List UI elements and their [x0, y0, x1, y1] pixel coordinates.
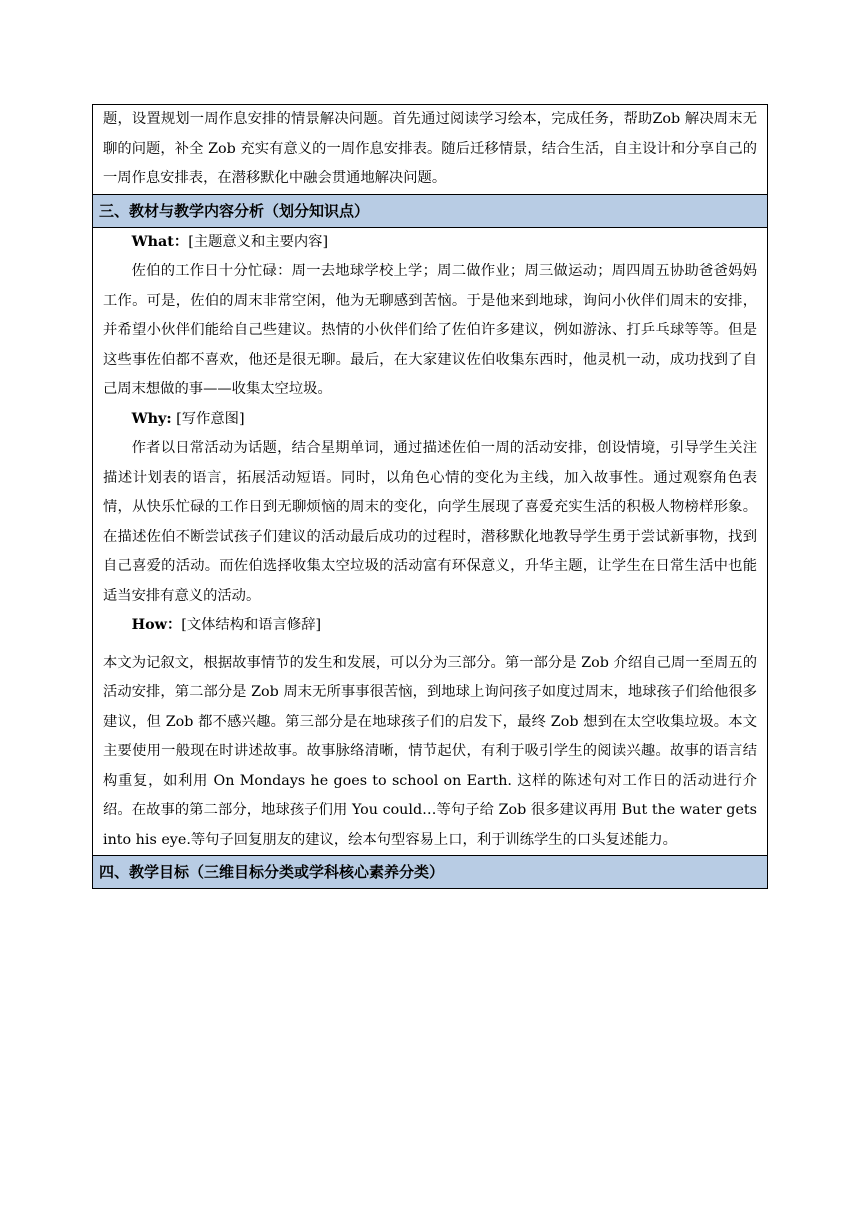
what-label: What：: [131, 233, 189, 250]
section3-header-row: [93, 194, 768, 227]
how-heading: [103, 611, 757, 641]
why-tag: [写作意图]: [171, 410, 245, 427]
section2-continuation-cell: [93, 105, 768, 195]
lesson-plan-table: [92, 104, 768, 889]
section2-tail-paragraph: 题，设置规划一周作息安排的情景解决问题。首先通过阅读学习绘本，完成任务，帮助Zob 解决周末无聊的问题，补全 Zob 充实有意义的一周作息安排表。随后迁移情景，结合生活，自主设计和分享自己的一周作息安排表，在潜移默化中融会贯通地解决问题。: [103, 111, 757, 186]
how-paragraph: 本文为记叙文，根据故事情节的发生和发展，可以分为三部分。第一部分是 Zob 介绍自己周一至周五的活动安排，第二部分是 Zob 周末无所事事很苦恼，到地球上询问孩子如度过周末，地球孩子们给他很多建议，但 Zob 都不感兴趣。第三部分是在地球孩子们的启发下，最终 Zob 想到在太空收集垃圾。本文主要使用一般现在时讲述故事。故事脉络清晰，情节起伏，有利于吸引学生的阅读兴趣。故事的语言结构重复，如利用 On Mondays he goes to school on Earth. 这样的陈述句对工作日的活动进行介绍。在故事的第二部分，地球孩子们用 You could…等句子给 Zob 很多建议再用 But the water gets into his eye.等句子回复朋友的建议，绘本句型容易上口，利于训练学生的口头复述能力。: [103, 654, 757, 848]
why-heading: [103, 405, 757, 435]
what-heading: [103, 228, 757, 258]
what-tag: [主题意义和主要内容]: [188, 233, 329, 250]
what-paragraph: 佐伯的工作日十分忙碌：周一去地球学校上学；周二做作业；周三做运动；周四周五协助爸爸妈妈工作。可是，佐伯的周末非常空闲，他为无聊感到苦恼。于是他来到地球，询问小伙伴们周末的安排，并希望小伙伴们能给自己些建议。热情的小伙伴们给了佐伯许多建议，例如游泳、打乒乓球等等。但是这些事佐伯都不喜欢，他还是很无聊。最后，在大家建议佐伯收集东西时，他灵机一动，成功找到了自己周末想做的事——收集太空垃圾。: [103, 263, 757, 397]
section3-content-row: [93, 227, 768, 856]
why-paragraph: 作者以日常活动为话题，结合星期单词，通过描述佐伯一周的活动安排，创设情境，引导学生关注描述计划表的语言，拓展活动短语。同时，以角色心情的变化为主线，加入故事性。通过观察角色表情，从快乐忙碌的工作日到无聊烦恼的周末的变化，向学生展现了喜爱充实生活的积极人物榜样形象。在描述佐伯不断尝试孩子们建议的活动最后成功的过程时，潜移默化地教导学生勇于尝试新事物，找到自己喜爱的活动。而佐伯选择收集太空垃圾的活动富有环保意义，升华主题，让学生在日常生活中也能适当安排有意义的活动。: [103, 440, 757, 604]
document-page: [92, 104, 768, 889]
how-label: How：: [131, 617, 182, 633]
section3-heading: 三、教材与教学内容分析（划分知识点）: [93, 194, 768, 227]
section2-continuation-row: [93, 105, 768, 195]
why-label: Why:: [131, 410, 172, 427]
how-tag: [文体结构和语言修辞]: [181, 617, 322, 633]
how-spacer: [103, 641, 757, 649]
section4-header-row: [93, 856, 768, 889]
section3-content-cell: [93, 227, 768, 856]
section4-heading: 四、教学目标（三维目标分类或学科核心素养分类）: [93, 856, 768, 889]
